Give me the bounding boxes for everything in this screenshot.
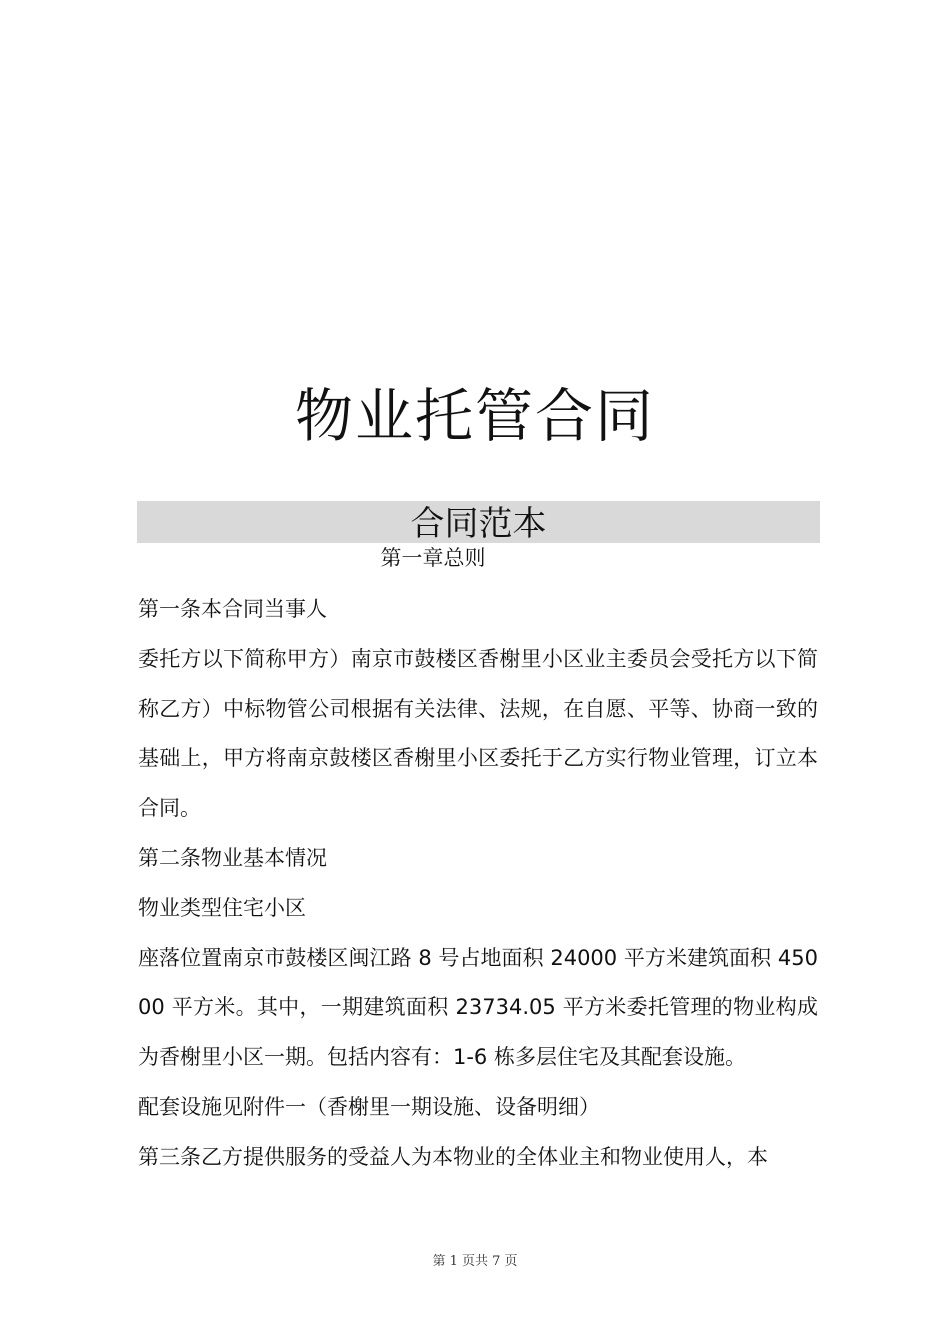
page-footer: 第 1 页共 7 页 [432, 1254, 518, 1269]
article-1-heading: 第一条本合同当事人 [138, 597, 327, 621]
template-banner: 合同范本 [137, 501, 820, 543]
article-1-paragraph: 委托方以下简称甲方）南京市鼓楼区香榭里小区业主委员会受托方以下简称乙方）中标物管公司根据有关法律、法规，在自愿、平等、协商一致的基础上，甲方将南京鼓楼区香榭里小区委托于乙方实行物业管理，订立本合同。 [138, 646, 818, 821]
article-3-paragraph: 第三条乙方提供服务的受益人为本物业的全体业主和物业使用人，本 [138, 1144, 768, 1169]
property-type-line: 物业类型住宅小区 [138, 895, 306, 920]
facilities-line: 配套设施见附件一（香榭里一期设施、设备明细） [138, 1094, 600, 1119]
body-text [138, 585, 818, 1183]
chapter-heading: 第一章总则 [380, 546, 486, 570]
article-2-heading: 第二条物业基本情况 [138, 845, 327, 870]
property-location-paragraph: 座落位置南京市鼓楼区闽江路 8 号占地面积 24000 平方米建筑面积 45000 平方米。其中，一期建筑面积 23734.05 平方米委托管理的物业构成为香榭里小区一期。包括内容有：1-6 栋多层住宅及其配套设施。 [138, 945, 818, 1070]
document-title: 物业托管合同 [294, 382, 655, 450]
